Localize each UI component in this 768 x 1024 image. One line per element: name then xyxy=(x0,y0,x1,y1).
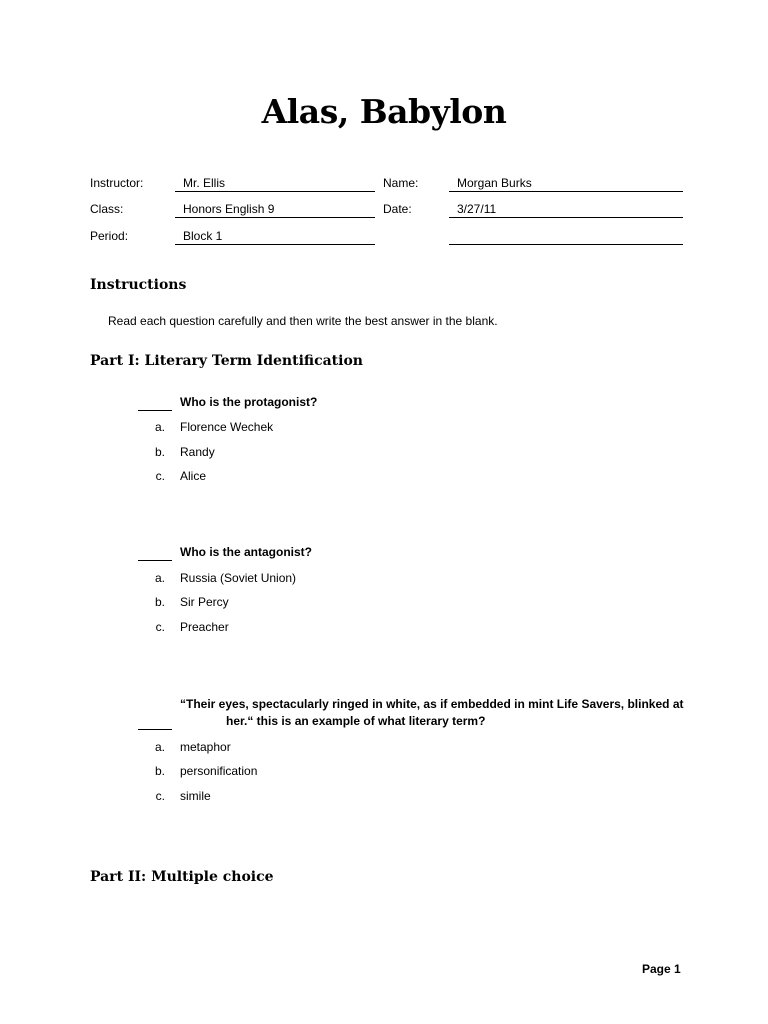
option-text: Randy xyxy=(180,445,215,459)
page-number: Page 1 xyxy=(642,962,681,976)
part1-heading: Part I: Literary Term Identification xyxy=(90,353,363,369)
question-3-line1: “Their eyes, spectacularly ringed in white, as if embedded in mint Life Savers, blinked at xyxy=(180,697,684,711)
date-label: Date: xyxy=(383,202,412,216)
option-text: metaphor xyxy=(180,740,231,754)
answer-blank-3[interactable] xyxy=(138,729,172,730)
option-text: Sir Percy xyxy=(180,595,229,609)
instructions-text: Read each question carefully and then write the best answer in the blank. xyxy=(108,314,498,328)
option-letter: c. xyxy=(155,469,165,483)
answer-blank-1[interactable] xyxy=(138,410,172,411)
option-letter: a. xyxy=(154,740,165,754)
option-letter: b. xyxy=(154,595,165,609)
blank-field[interactable] xyxy=(449,229,683,245)
date-field[interactable]: 3/27/11 xyxy=(449,202,683,218)
document-title: Alas, Babylon xyxy=(261,92,507,131)
question-2: Who is the antagonist? xyxy=(180,545,312,559)
instructions-heading: Instructions xyxy=(90,277,187,293)
part2-heading: Part II: Multiple choice xyxy=(90,869,274,885)
option-text: Florence Wechek xyxy=(180,420,274,434)
question-1: Who is the protagonist? xyxy=(180,395,318,409)
period-field[interactable]: Block 1 xyxy=(175,229,375,245)
option-letter: a. xyxy=(154,420,165,434)
option-text: Alice xyxy=(180,469,207,483)
option-text: personification xyxy=(180,764,258,778)
class-label: Class: xyxy=(90,202,124,216)
class-field[interactable]: Honors English 9 xyxy=(175,202,375,218)
name-field[interactable]: Morgan Burks xyxy=(449,176,683,192)
option-letter: b. xyxy=(154,764,165,778)
option-letter: b. xyxy=(154,445,165,459)
instructor-field[interactable]: Mr. Ellis xyxy=(175,176,375,192)
option-text: Russia (Soviet Union) xyxy=(180,571,297,585)
option-letter: c. xyxy=(155,620,165,634)
answer-blank-2[interactable] xyxy=(138,560,172,561)
period-label: Period: xyxy=(90,229,129,243)
question-3-line2: her.“ this is an example of what literary term? xyxy=(226,714,486,728)
option-letter: c. xyxy=(155,789,165,803)
option-text: Preacher xyxy=(180,620,229,634)
option-letter: a. xyxy=(154,571,165,585)
instructor-label: Instructor: xyxy=(90,176,144,190)
option-text: simile xyxy=(180,789,211,803)
name-label: Name: xyxy=(383,176,419,190)
